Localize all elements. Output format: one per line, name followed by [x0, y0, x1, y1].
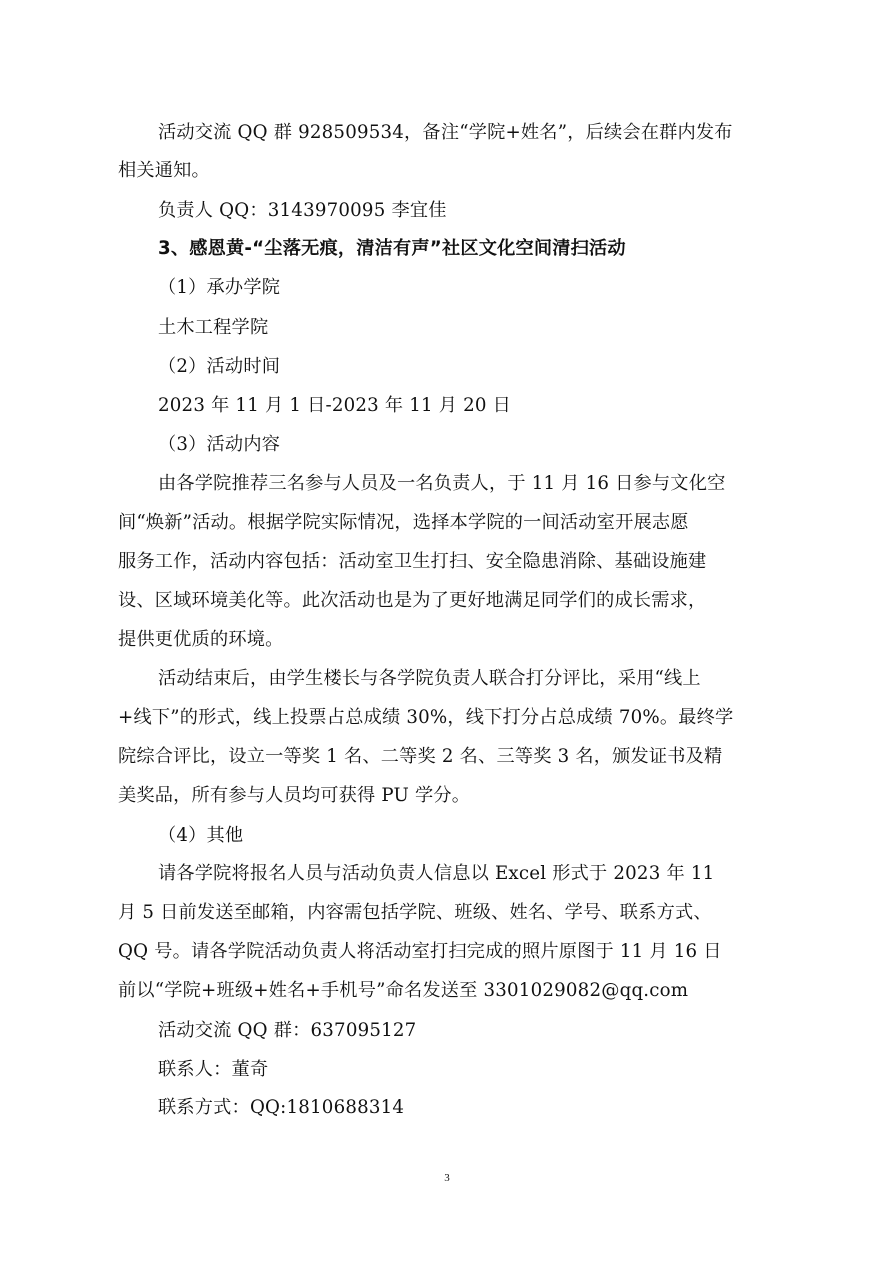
paragraph-line: 由各学院推荐三名参与人员及一名负责人，于 11 月 16 日参与文化空 — [158, 473, 726, 494]
paragraph-line: +线下”的形式，线上投票占总成绩 30%，线下打分占总成绩 70%。最终学 — [118, 707, 734, 728]
paragraph-line: 联系人：董奇 — [158, 1059, 269, 1080]
paragraph-line: 提供更优质的环境。 — [118, 629, 284, 650]
subheading: （4）其他 — [158, 825, 244, 846]
paragraph-line: 联系方式：QQ:1810688314 — [158, 1097, 405, 1118]
section-heading: 3、感恩黄-“尘落无痕，清洁有声”社区文化空间清扫活动 — [158, 238, 626, 259]
paragraph-line: 美奖品，所有参与人员均可获得 PU 学分。 — [118, 785, 471, 806]
paragraph-line: 前以“学院+班级+姓名+手机号”命名发送至 3301029082@qq.com — [118, 980, 689, 1001]
paragraph-line: 院综合评比，设立一等奖 1 名、二等奖 2 名、三等奖 3 名，颁发证书及精 — [118, 746, 723, 767]
paragraph-line: 月 5 日前发送至邮箱，内容需包括学院、班级、姓名、学号、联系方式、 — [118, 902, 712, 923]
subheading: （2）活动时间 — [158, 356, 281, 377]
paragraph-line: 活动交流 QQ 群 928509534，备注“学院+姓名”，后续会在群内发布 — [158, 122, 733, 143]
subheading: （1）承办学院 — [158, 277, 281, 298]
paragraph-line: QQ 号。请各学院活动负责人将活动室打扫完成的照片原图于 11 月 16 日 — [118, 941, 722, 962]
paragraph-line: 负责人 QQ：3143970095 李宜佳 — [158, 200, 447, 221]
paragraph-line: 活动结束后，由学生楼长与各学院负责人联合打分评比，采用“线上 — [158, 668, 701, 689]
paragraph-line: 间“焕新”活动。根据学院实际情况，选择本学院的一间活动室开展志愿 — [118, 512, 689, 533]
paragraph-line: 活动交流 QQ 群：637095127 — [158, 1020, 417, 1041]
page-number: 3 — [444, 1172, 450, 1184]
subheading: （3）活动内容 — [158, 434, 281, 455]
paragraph-line: 设、区域环境美化等。此次活动也是为了更好地满足同学们的成长需求， — [118, 590, 707, 611]
paragraph-line: 相关通知。 — [118, 160, 210, 181]
paragraph-line: 2023 年 11 月 1 日-2023 年 11 月 20 日 — [158, 395, 512, 416]
paragraph-line: 服务工作，活动内容包括：活动室卫生打扫、安全隐患消除、基础设施建 — [118, 551, 707, 572]
paragraph-line: 请各学院将报名人员与活动负责人信息以 Excel 形式于 2023 年 11 — [158, 863, 715, 884]
paragraph-line: 土木工程学院 — [158, 317, 269, 338]
